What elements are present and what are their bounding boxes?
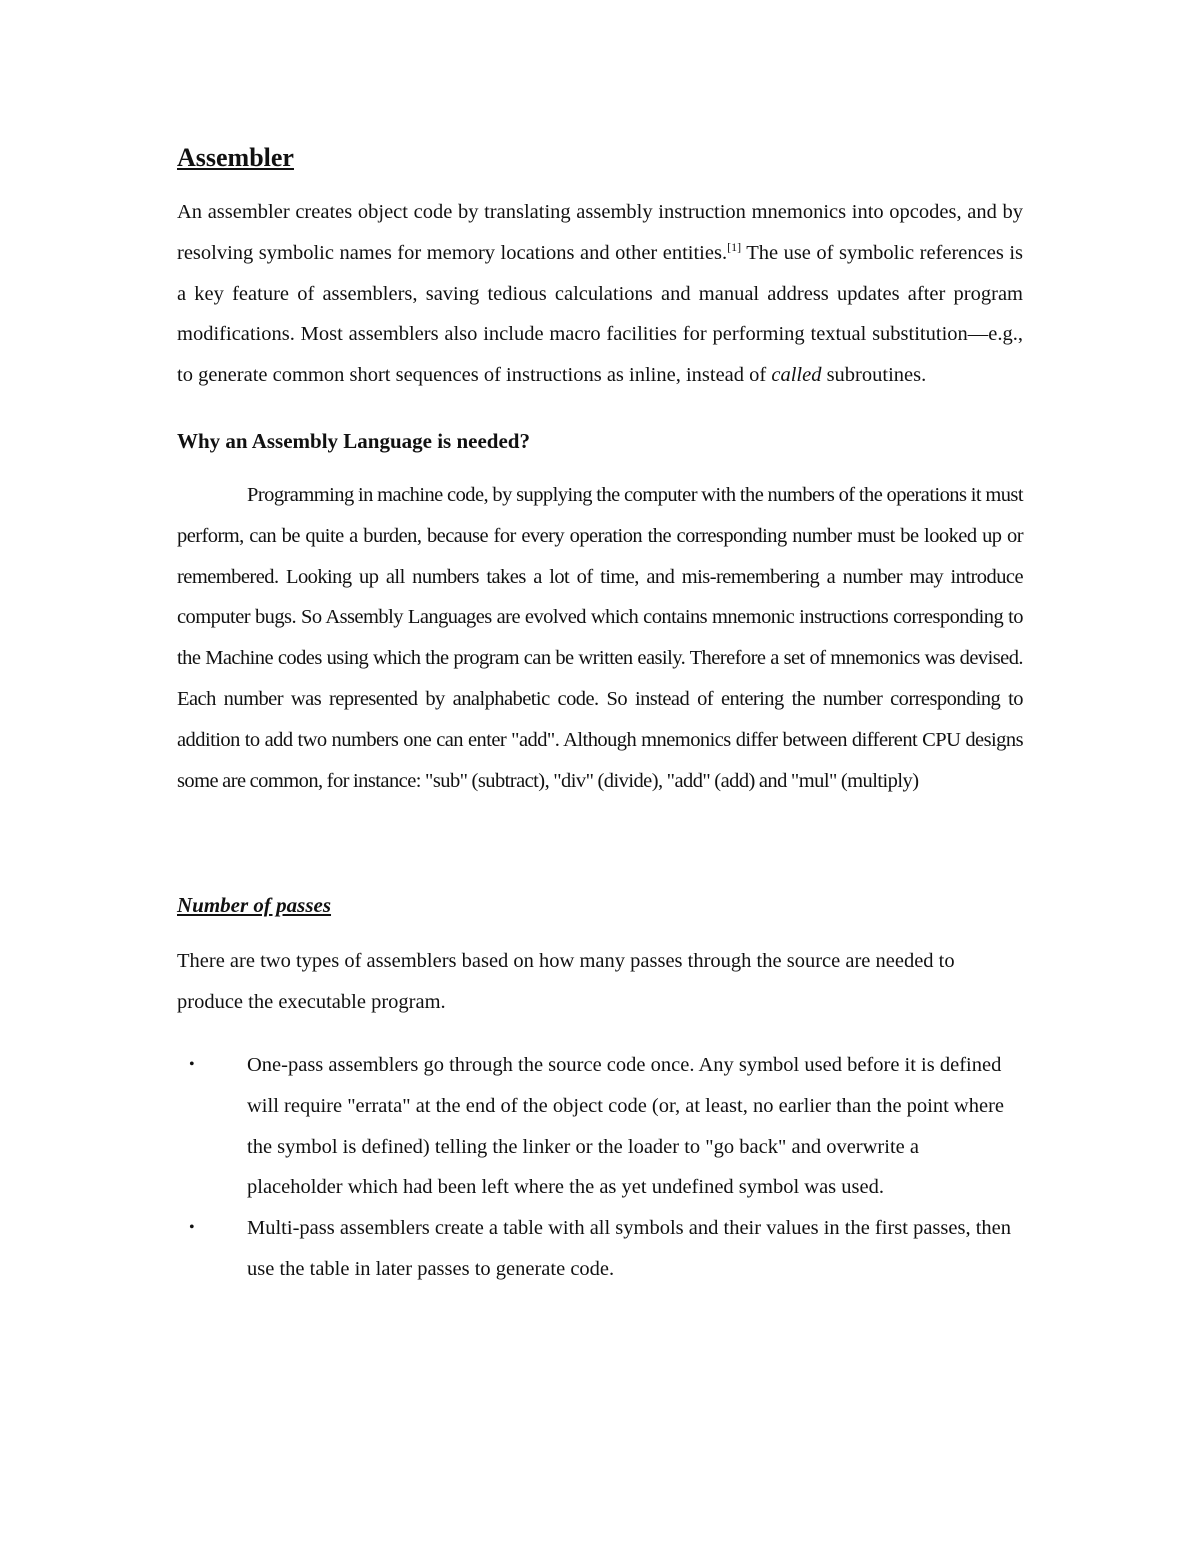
list-item <box>177 1045 1023 1208</box>
page-title: Assembler <box>177 143 294 172</box>
page-content <box>177 138 1023 1290</box>
question-heading: Why an Assembly Language is needed? <box>177 428 530 453</box>
list-item-text: One-pass assemblers go through the source code once. Any symbol used before it is defined will require "errata" at the end of the object code (or, at least, no earlier than the point where the symbol is defined) telling the linker or the loader to "go back" and overwrite a placeholder which had been left where the as yet undefined symbol was used. <box>247 1053 1005 1199</box>
list-item <box>177 1208 1023 1290</box>
section-heading-passes: Number of passes <box>177 893 332 918</box>
intro-paragraph <box>177 192 1023 396</box>
bullet-icon: • <box>189 1219 195 1237</box>
list-item-text: Multi-pass assemblers create a table with all symbols and their values in the first passes, then use the table in later passes to generate code. <box>247 1217 1012 1280</box>
intro-text-before-ref: An assembler creates object code by translating assembly instruction mnemonics into opcodes, and by resolving symbolic names for memory locations and other entities. <box>177 201 1023 264</box>
passes-intro-paragraph: There are two types of assemblers based on how many passes through the source are needed to produce the executable program. <box>177 950 955 1014</box>
reference-marker[interactable]: [1] <box>727 239 742 254</box>
question-body-paragraph: Programming in machine code, by supplying the computer with the numbers of the operations it must perform, can be quite a burden, because for every operation the corresponding number must be looked up or remembered. Looking up all numbers takes a lot of time, and mis-remembering a number may introduce computer bugs. So Assembly Languages are evolved which contains mnemonic instructions corresponding to the Machine codes using which the program can be written easily. Therefore a set of mnemonics was devised. Each number was represented by analphabetic code. So instead of entering the number corresponding to addition to add two numbers one can enter "add". Although mnemonics differ between different CPU designs some are common, for instance: "sub" (subtract), "div" (divide), "add" (add) and "mul" (multiply) <box>177 483 1023 792</box>
intro-text-after-ref: The use of symbolic references is a key feature of assemblers, saving tedious calculations and manual address updates after program modifications. Most assemblers also include macro facilities for performing textual substitution—e.g., to generate common short sequences of instructions as inline, instead of <box>177 241 1023 387</box>
passes-bullet-list <box>177 1045 1023 1290</box>
bullet-icon: • <box>189 1055 195 1073</box>
intro-emphasis: called <box>771 364 822 387</box>
intro-text-end: subroutines. <box>821 364 927 387</box>
